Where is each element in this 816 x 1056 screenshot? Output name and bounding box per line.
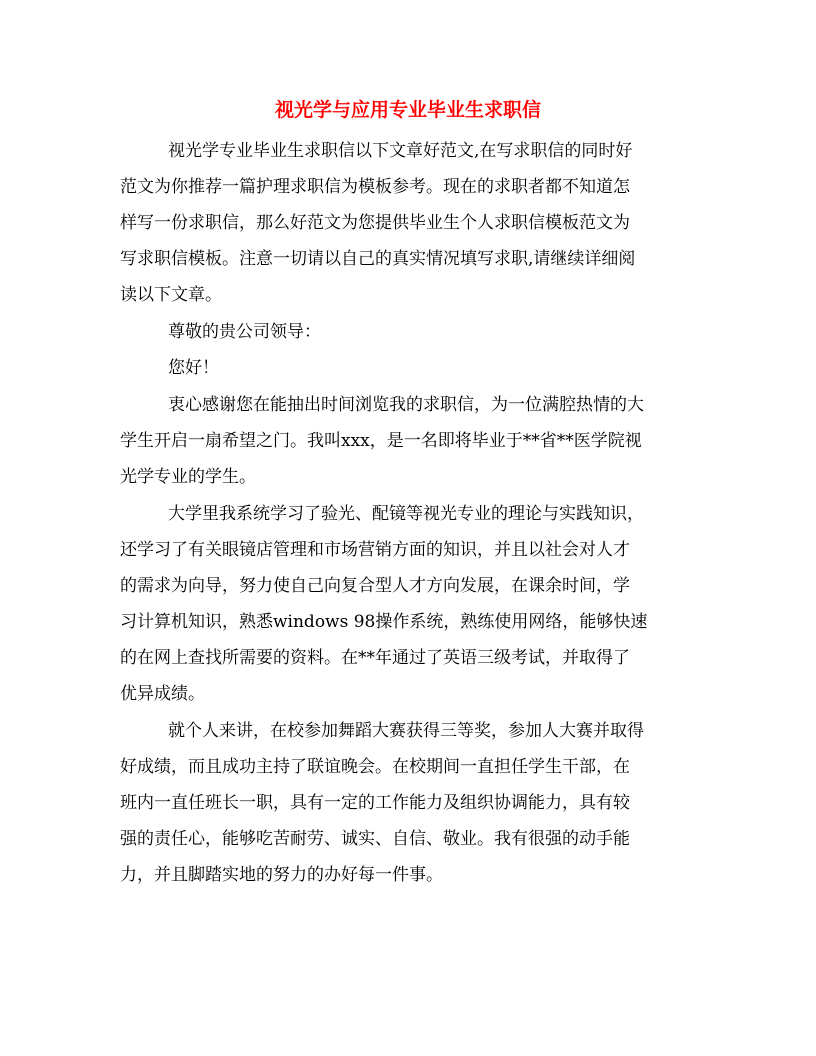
- paragraph-line: 衷心感谢您在能抽出时间浏览我的求职信，为一位满腔热情的大: [168, 395, 644, 415]
- paragraph-line: 强的责任心，能够吃苦耐劳、诚实、自信、敬业。我有很强的动手能: [120, 829, 630, 849]
- document-title: 视光学与应用专业毕业生求职信: [274, 99, 541, 121]
- paragraph-line: 就个人来讲，在校参加舞蹈大赛获得三等奖，参加人大赛并取得: [168, 721, 644, 741]
- paragraph-line: 光学专业的学生。: [120, 467, 256, 487]
- paragraph-line: 学生开启一扇希望之门。我叫xxx，是一名即将毕业于**省**医学院视: [120, 431, 642, 451]
- paragraph-line: 优异成绩。: [120, 684, 205, 704]
- salutation: 尊敬的贵公司领导：: [168, 322, 321, 342]
- paragraph-line: 好成绩，而且成功主持了联谊晚会。在校期间一直担任学生干部，在: [120, 757, 630, 777]
- paragraph-line: 力，并且脚踏实地的努力的办好每一件事。: [120, 865, 443, 885]
- greeting: 您好！: [168, 358, 219, 378]
- paragraph-line: 读以下文章。: [120, 285, 222, 305]
- paragraph-line: 班内一直任班长一职，具有一定的工作能力及组织协调能力，具有较: [120, 793, 630, 813]
- paragraph-line: 的在网上查找所需要的资料。在**年通过了英语三级考试，并取得了: [120, 648, 630, 668]
- paragraph-line: 写求职信模板。注意一切请以自己的真实情况填写求职,请继续详细阅: [120, 249, 636, 269]
- paragraph-line: 样写一份求职信，那么好范文为您提供毕业生个人求职信模板范文为: [120, 213, 630, 233]
- paragraph-line: 还学习了有关眼镜店管理和市场营销方面的知识，并且以社会对人才: [120, 540, 630, 560]
- paragraph-line: 视光学专业毕业生求职信以下文章好范文,在写求职信的同时好: [168, 141, 633, 161]
- paragraph-line: 大学里我系统学习了验光、配镜等视光专业的理论与实践知识，: [168, 504, 644, 524]
- paragraph-line: 范文为你推荐一篇护理求职信为模板参考。现在的求职者都不知道怎: [120, 177, 630, 197]
- paragraph-line: 的需求为向导，努力使自己向复合型人才方向发展，在课余时间，学: [120, 576, 630, 596]
- paragraph-line: 习计算机知识，熟悉windows 98操作系统，熟练使用网络，能够快速: [120, 612, 648, 632]
